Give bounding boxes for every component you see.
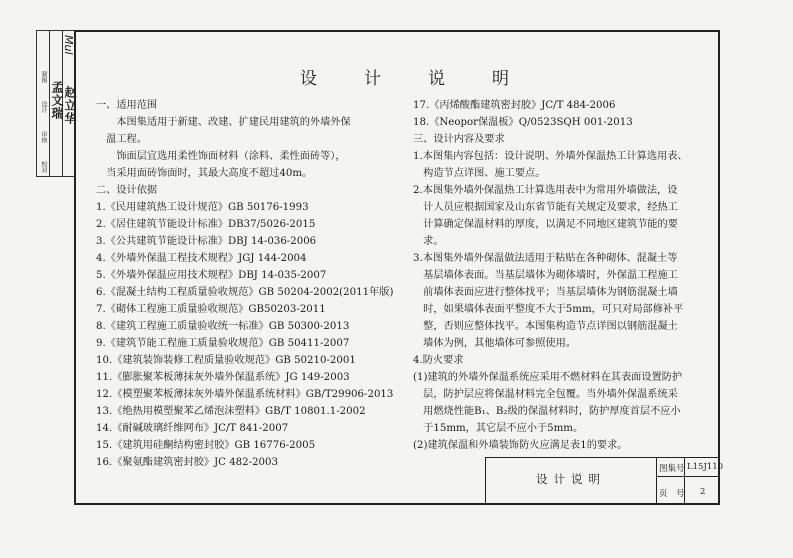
text-line: 层，防护层应将保温材料完全包覆。当外墙外保温系统采 [413, 389, 678, 400]
signer-name-2: 赵立华 [63, 86, 77, 125]
text-line: 本图集适用于新建、改建、扩建民用建筑的外墙外保 [96, 117, 351, 128]
text-line: 墙体为例，其他墙体可参照使用。 [413, 338, 576, 349]
text-line: 求。 [413, 236, 444, 247]
text-line: 3.《公共建筑节能设计标准》DBJ 14-036-2006 [96, 236, 317, 247]
text-line: 一、适用范围 [96, 100, 158, 111]
text-line: 9.《建筑节能工程施工质量验收规范》GB 50411-2007 [96, 338, 350, 349]
text-line: 7.《砌体工程施工质量验收规范》GB50203-2011 [96, 304, 326, 315]
text-line: 用燃烧性能B₁、B₂级的保温材料时，防护厚度首层不应小 [413, 406, 681, 417]
text-line: 6.《混凝土结构工程质量验收规范》GB 50204-2002(2011年版) [96, 287, 394, 298]
text-line: 2.《居住建筑节能设计标准》DB37/5026-2015 [96, 219, 316, 230]
text-line: 温工程。 [96, 134, 147, 145]
text-line: 三、设计内容及要求 [413, 134, 505, 145]
text-line: 3.本图集外墙外保温做法适用于粘贴在各种砌体、混凝土等 [413, 253, 678, 264]
label-review: 审核 [40, 131, 47, 143]
text-line: 4.防火要求 [413, 355, 464, 366]
text-line: 1.本图集内容包括：设计说明、外墙外保温热工计算选用表、 [413, 151, 688, 162]
text-line: 12.《模塑聚苯板薄抹灰外墙外保温系统材料》GB/T29906-2013 [96, 389, 394, 400]
text-line: 二、设计依据 [96, 185, 158, 196]
atlas-number-value: L15J110 [687, 462, 724, 472]
text-line: 前墙体表面应进行整体找平；当基层墙体为钢筋混凝土墙 [413, 287, 678, 298]
page-title: 设 计 说 明 [300, 69, 511, 89]
signer-name-1: 孟文瑞 [50, 81, 64, 120]
text-line: 16.《聚氨酯建筑密封胶》JC 482-2003 [96, 457, 279, 468]
title-block-main-title: 设计说明 [536, 472, 606, 486]
text-line: 10.《建筑装饰装修工程质量验收规范》GB 50210-2001 [96, 355, 356, 366]
text-line: 1.《民用建筑热工设计规范》GB 50176-1993 [96, 202, 309, 213]
page-number-label: 页 号 [659, 489, 685, 499]
text-line: 11.《膨胀聚苯板薄抹灰外墙外保温系统》JG 149-2003 [96, 372, 350, 383]
text-line: 计算确定保温材料的厚度，以满足不同地区建筑节能的要 [413, 219, 678, 230]
text-line: 13.《绝热用模塑聚苯乙烯泡沫塑料》GB/T 10801.1-2002 [96, 406, 366, 417]
text-line: 整，否则应整体找平。本图集构造节点详图以钢筋混凝土 [413, 321, 678, 332]
text-line: 17.《丙烯酸酯建筑密封胶》JC/T 484-2006 [413, 100, 616, 111]
text-line: 18.《Neopor保温板》Q/0523SQH 001-2013 [413, 117, 633, 128]
text-line: 当采用面砖饰面时，其最大高度不超过40m。 [96, 168, 313, 179]
atlas-number-label: 图集号 [659, 464, 685, 474]
text-line: 8.《建筑工程施工质量验收统一标准》GB 50300-2013 [96, 321, 350, 332]
signature: Mul [62, 35, 75, 55]
text-line: 2.本图集外墙外保温热工计算选用表中为常用外墙做法，设 [413, 185, 678, 196]
text-line: 基层墙体表面。当基层墙体为砌体墙时，外保温工程施工 [413, 270, 678, 281]
text-line: 于15mm，其它层不应小于5mm。 [413, 423, 584, 434]
binding-strip [36, 30, 76, 177]
text-line: 时，如果墙体表面平整度不大于5mm，可只对局部修补平 [413, 304, 684, 315]
text-line: (1)建筑的外墙外保温系统应采用不燃材料在其表面设置防护 [413, 372, 683, 383]
text-line: 14.《耐碱玻璃纤维网布》JC/T 841-2007 [96, 423, 289, 434]
label-draw: 制图 [40, 71, 47, 83]
text-line: (2)建筑保温和外墙装饰防火应满足表1的要求。 [413, 440, 628, 451]
page-number-value: 2 [700, 487, 706, 497]
label-design: 设计 [40, 101, 47, 113]
text-line: 15.《建筑用硅酮结构密封胶》GB 16776-2005 [96, 440, 316, 451]
label-proofread: 校对 [40, 161, 47, 173]
text-line: 计人员应根据国家及山东省节能有关规定及要求，经热工 [413, 202, 678, 213]
title-block [485, 457, 724, 505]
text-line: 构造节点详图、施工要点。 [413, 168, 546, 179]
text-line: 饰面层宜选用柔性饰面材料（涂料、柔性面砖等）， [96, 151, 346, 162]
text-line: 4.《外墙外保温工程技术规程》JGJ 144-2004 [96, 253, 307, 264]
text-line: 5.《外墙外保温应用技术规程》DBJ 14-035-2007 [96, 270, 327, 281]
